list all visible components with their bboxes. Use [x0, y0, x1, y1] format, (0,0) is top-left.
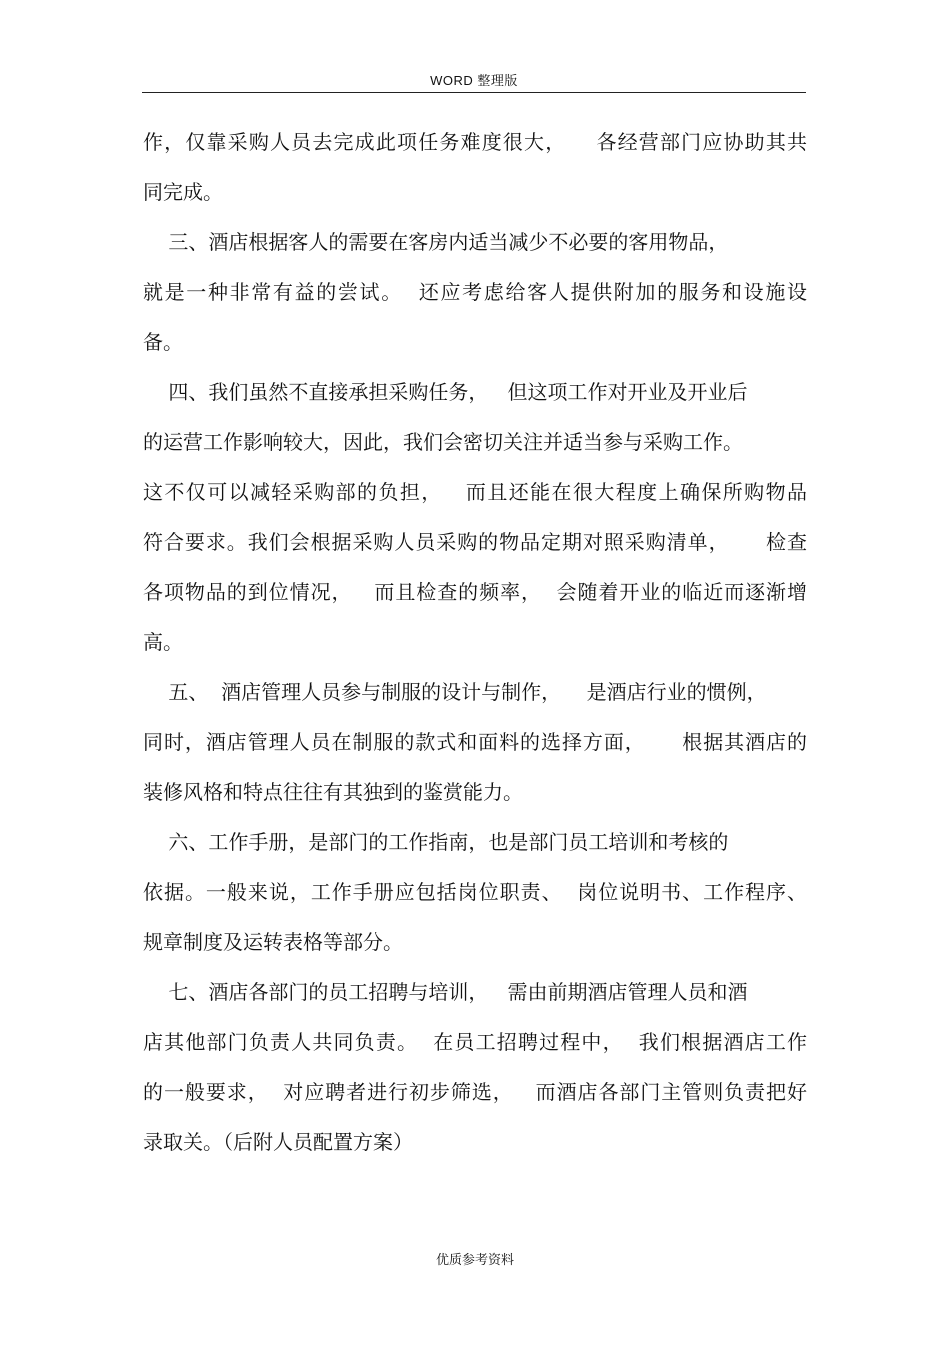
page-footer: 优质参考资料	[435, 1253, 514, 1268]
header-title: WORD 整理版	[430, 73, 518, 88]
text-line: 依据。一般来说，工作手册应包括岗位职责、 岗位说明书、工作程序、	[143, 880, 807, 904]
text-line: 各项物品的到位情况， 而且检查的频率， 会随着开业的临近而逐渐增	[143, 580, 807, 604]
text-line: 的运营工作影响较大，因此，我们会密切关注并适当参与采购工作。	[143, 430, 743, 454]
text-line: 录取关。（后附人员配置方案）	[143, 1130, 413, 1154]
text-line: 五、 酒店管理人员参与制服的设计与制作， 是酒店行业的惯例，	[143, 680, 767, 704]
text-line: 六、工作手册，是部门的工作指南，也是部门员工培训和考核的	[143, 830, 729, 854]
text-line: 就是一种非常有益的尝试。 还应考虑给客人提供附加的服务和设施设	[143, 280, 807, 304]
text-line: 四、我们虽然不直接承担采购任务， 但这项工作对开业及开业后	[143, 380, 748, 404]
text-line: 的一般要求， 对应聘者进行初步筛选， 而酒店各部门主管则负责把好	[143, 1080, 807, 1104]
text-line: 七、酒店各部门的员工招聘与培训， 需由前期酒店管理人员和酒	[143, 980, 748, 1004]
text-line: 三、酒店根据客人的需要在客房内适当减少不必要的客用物品，	[143, 230, 729, 254]
text-line: 高。	[143, 630, 183, 654]
text-line: 备。	[143, 330, 183, 354]
text-line: 同时，酒店管理人员在制服的款式和面料的选择方面， 根据其酒店的	[143, 730, 807, 754]
document-body	[143, 117, 807, 1167]
text-line: 装修风格和特点往往有其独到的鉴赏能力。	[143, 780, 523, 804]
text-line: 同完成。	[143, 180, 223, 204]
text-line: 规章制度及运转表格等部分。	[143, 930, 403, 954]
text-line: 符合要求。我们会根据采购人员采购的物品定期对照采购清单， 检查	[143, 530, 807, 554]
page-header	[142, 66, 806, 93]
text-line: 这不仅可以减轻采购部的负担， 而且还能在很大程度上确保所购物品	[143, 480, 807, 504]
text-line: 店其他部门负责人共同负责。 在员工招聘过程中， 我们根据酒店工作	[143, 1030, 807, 1054]
text-line: 作，仅靠采购人员去完成此项任务难度很大， 各经营部门应协助其共	[143, 130, 807, 154]
